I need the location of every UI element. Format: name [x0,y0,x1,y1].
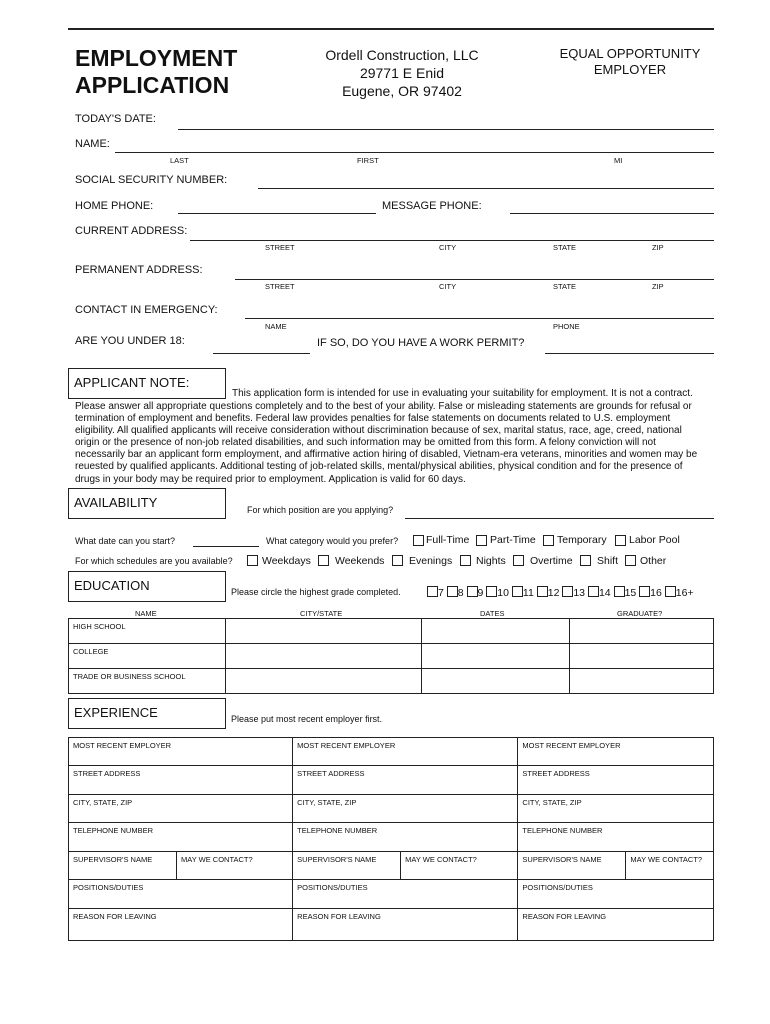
grade-checkbox[interactable] [588,586,599,597]
table-row [69,880,714,909]
table-row [69,669,714,694]
emergency-label: CONTACT IN EMERGENCY: [75,304,218,316]
exp-street[interactable]: STREET ADDRESS [69,766,293,795]
name-label: NAME: [75,138,110,150]
grade-label: 16 [650,587,662,599]
weekdays-checkbox[interactable] [247,555,258,566]
grade-label: 12 [547,587,560,599]
current-address-label: CURRENT ADDRESS: [75,225,188,237]
company-block [300,46,504,100]
edu-col-name: NAME [135,609,157,618]
full-time-label: Full-Time [426,534,470,546]
note-first-line: This application form is intended for use in evaluating your suitability for employment. It is not a contract. [232,388,693,399]
nights-checkbox[interactable] [460,555,471,566]
other-checkbox[interactable] [625,555,636,566]
exp-reason[interactable]: REASON FOR LEAVING [293,909,518,941]
exp-phone[interactable]: TELEPHONE NUMBER [69,823,293,852]
edu-cell[interactable] [570,619,714,644]
edu-cell[interactable] [570,644,714,669]
note-line: eligibility. All qualified applicants will receive consideration without discrimination because of sex, marital status, race, age, creed, national [75,425,682,437]
company-street: 29771 E Enid [359,65,445,81]
company-name: Ordell Construction, LLC [325,47,479,63]
exp-positions[interactable]: POSITIONS/DUTIES [69,880,293,909]
full-time-checkbox[interactable] [413,535,424,546]
exp-employer[interactable]: MOST RECENT EMPLOYER [518,738,714,766]
edu-col-graduate: GRADUATE? [617,609,663,618]
start-date-question: What date can you start? [75,536,176,546]
permanent-city-caption: CITY [439,282,457,291]
note-body [75,401,697,486]
top-rule [68,28,714,30]
availability-heading: AVAILABILITY [68,488,226,519]
current-address-field[interactable] [190,240,714,241]
under18-label: ARE YOU UNDER 18: [75,335,185,347]
emergency-phone-caption: PHONE [553,322,580,331]
work-permit-label: IF SO, DO YOU HAVE A WORK PERMIT? [317,337,525,349]
edu-row-label: TRADE OR BUSINESS SCHOOL [69,669,226,694]
category-question: What category would you prefer? [266,536,399,546]
edu-cell[interactable] [422,619,570,644]
table-row [69,644,714,669]
exp-street[interactable]: STREET ADDRESS [518,766,714,795]
exp-positions[interactable]: POSITIONS/DUTIES [518,880,714,909]
grade-checkbox[interactable] [562,586,573,597]
grade-checkbox[interactable] [427,586,438,597]
temporary-checkbox[interactable] [543,535,554,546]
experience-instruction: Please put most recent employer first. [231,714,383,724]
experience-heading: EXPERIENCE [68,698,226,729]
exp-reason[interactable]: REASON FOR LEAVING [69,909,293,941]
grade-label: 7 [438,587,444,599]
nights-label: Nights [476,555,506,567]
part-time-checkbox[interactable] [476,535,487,546]
grade-checkbox[interactable] [639,586,650,597]
home-phone-field[interactable] [178,213,376,214]
note-line: reuested by qualified applicants. Additional testing of job-related skills, mental/physical abilities, physical condition and for the presence of [75,461,683,473]
grade-checkbox[interactable] [614,586,625,597]
note-line: termination of employment and benefits. Federal law provides penalties for false statements on documents related to U.S. employment [75,413,671,425]
note-line: drugs in your body may be required prior to employment. Application is valid for 60 days. [75,473,466,485]
overtime-label: Overtime [530,555,573,567]
name-first-caption: FIRST [357,156,379,165]
grade-checkbox[interactable] [665,586,676,597]
message-phone-label: MESSAGE PHONE: [382,200,482,212]
other-label: Other [640,555,667,567]
message-phone-field[interactable] [510,213,714,214]
grade-label: 11 [522,587,534,599]
todays-date-label: TODAY'S DATE: [75,113,156,125]
overtime-checkbox[interactable] [513,555,524,566]
shift-checkbox[interactable] [580,555,591,566]
table-row [69,909,714,941]
grade-checkbox[interactable] [486,586,497,597]
name-last-caption: LAST [170,156,189,165]
permanent-street-caption: STREET [265,282,295,291]
table-row [69,738,714,766]
weekdays-label: Weekdays [262,555,311,567]
edu-cell[interactable] [226,619,422,644]
eoe-block [540,46,720,78]
evenings-label: Evenings [409,555,453,567]
exp-supervisor[interactable]: SUPERVISOR'S NAME [69,852,177,880]
position-question: For which position are you applying? [247,505,394,515]
exp-city[interactable]: CITY, STATE, ZIP [518,795,714,823]
eoe-line-2: EMPLOYER [593,62,667,77]
edu-cell[interactable] [226,644,422,669]
permanent-state-caption: STATE [553,282,577,291]
current-state-caption: STATE [553,243,577,252]
position-field[interactable] [405,518,714,519]
form-title [75,45,237,99]
exp-reason[interactable]: REASON FOR LEAVING [518,909,714,941]
grade-checkbox[interactable] [447,586,458,597]
shift-label: Shift [597,555,619,567]
grade-label: 10 [497,587,509,599]
education-table [68,618,714,694]
table-row [69,823,714,852]
table-row [69,619,714,644]
name-mi-caption: MI [614,156,623,165]
permanent-address-field[interactable] [235,279,714,280]
note-line: Please answer all appropriate questions completely and to the best of your ability. False or misleading statements are grounds for refusal or [75,401,692,412]
edu-cell[interactable] [226,669,422,694]
note-line: necessarily bar an applicant form employment, and affirmative action hiring of disabled, Vietnam-era veterans, minorities and women may be [75,449,698,461]
table-row [69,795,714,823]
current-city-caption: CITY [439,243,457,252]
evenings-checkbox[interactable] [392,555,403,566]
title-line-1: EMPLOYMENT [75,45,238,71]
emergency-name-caption: NAME [265,322,287,331]
grade-label: 15 [624,587,637,599]
current-zip-caption: ZIP [652,243,664,252]
exp-contact[interactable]: MAY WE CONTACT? [401,852,518,880]
grade-label: 16+ [675,587,694,599]
start-date-field[interactable] [193,546,259,547]
edu-row-label: HIGH SCHOOL [69,619,226,644]
experience-table [68,737,714,941]
note-line: origin or the presence of non-job related disabilities, and such information may be omitted from this form. A felony conviction will not [75,437,656,449]
emergency-field[interactable] [245,318,714,319]
permanent-address-label: PERMANENT ADDRESS: [75,264,203,276]
edu-cell[interactable] [422,669,570,694]
grade-options [427,585,694,599]
labor-pool-label: Labor Pool [629,534,680,546]
ssn-field[interactable] [258,188,714,189]
weekends-label: Weekends [335,555,385,567]
under18-field[interactable] [213,353,310,354]
grade-label: 8 [457,587,464,599]
grade-label: 13 [573,587,586,599]
exp-employer[interactable]: MOST RECENT EMPLOYER [69,738,293,766]
edu-cell[interactable] [422,644,570,669]
exp-supervisor[interactable]: SUPERVISOR'S NAME [293,852,401,880]
ssn-label: SOCIAL SECURITY NUMBER: [75,174,228,186]
labor-pool-checkbox[interactable] [615,535,626,546]
grade-instruction: Please circle the highest grade completed. [231,587,401,597]
grade-checkbox[interactable] [467,586,478,597]
education-heading: EDUCATION [68,571,226,602]
current-street-caption: STREET [265,243,295,252]
work-permit-field[interactable] [545,353,714,354]
weekends-checkbox[interactable] [318,555,329,566]
edu-row-label: COLLEGE [69,644,226,669]
exp-supervisor[interactable]: SUPERVISOR'S NAME [518,852,626,880]
part-time-label: Part-Time [490,534,536,546]
edu-cell[interactable] [570,669,714,694]
exp-positions[interactable]: POSITIONS/DUTIES [293,880,518,909]
table-row [69,766,714,795]
permanent-zip-caption: ZIP [652,282,664,291]
exp-contact[interactable]: MAY WE CONTACT? [626,852,714,880]
exp-phone[interactable]: TELEPHONE NUMBER [518,823,714,852]
name-field[interactable] [115,152,714,153]
exp-phone[interactable]: TELEPHONE NUMBER [293,823,518,852]
grade-checkbox[interactable] [537,586,548,597]
todays-date-field[interactable] [178,129,714,130]
temporary-label: Temporary [557,534,607,546]
exp-employer[interactable]: MOST RECENT EMPLOYER [293,738,518,766]
edu-col-dates: DATES [480,609,505,618]
exp-street[interactable]: STREET ADDRESS [293,766,518,795]
grade-label: 14 [598,587,611,599]
exp-contact[interactable]: MAY WE CONTACT? [177,852,293,880]
exp-city[interactable]: CITY, STATE, ZIP [293,795,518,823]
eoe-line-1: EQUAL OPPORTUNITY [559,46,701,61]
exp-city[interactable]: CITY, STATE, ZIP [69,795,293,823]
title-line-2: APPLICATION [75,72,230,98]
applicant-note-heading: APPLICANT NOTE: [68,368,226,399]
company-city: Eugene, OR 97402 [342,83,462,99]
grade-label: 9 [477,587,484,599]
schedule-question: For which schedules are you available? [75,556,233,566]
grade-checkbox[interactable] [512,586,523,597]
table-row [69,852,714,880]
edu-col-citystate: CITY/STATE [300,609,343,618]
home-phone-label: HOME PHONE: [75,200,154,212]
